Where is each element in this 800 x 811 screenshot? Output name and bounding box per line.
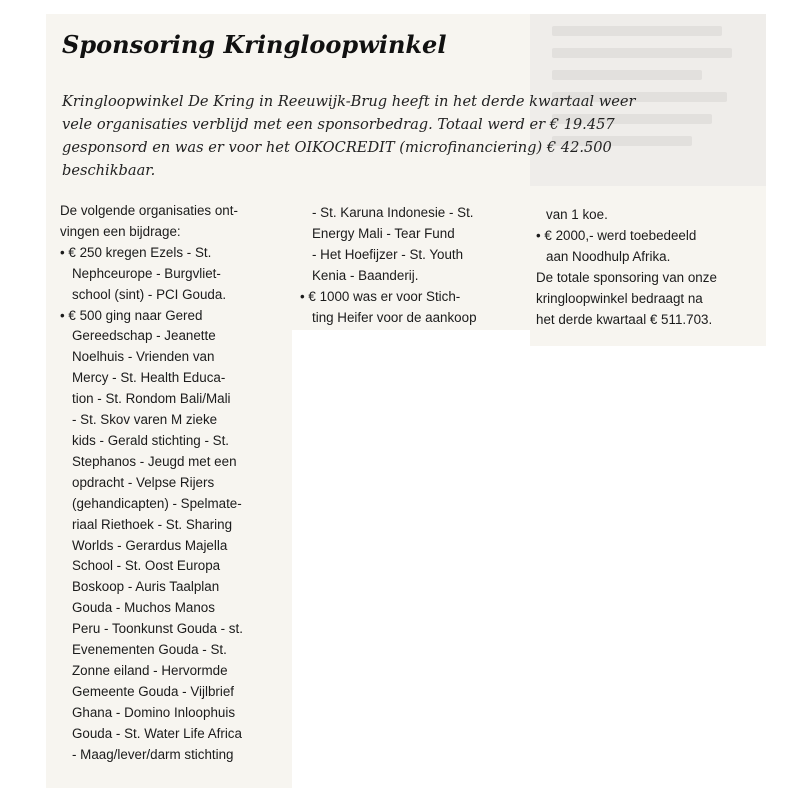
column-line: kids - Gerald stichting - St. (72, 432, 230, 448)
article-title: Sponsoring Kringloopwinkel (62, 30, 447, 59)
column-line: school (sint) - PCI Gouda. (72, 286, 227, 302)
intro-line: Kringloopwinkel De Kring in Reeuwijk-Brug heeft in het derde kwartaal weer (62, 93, 636, 110)
text-column-3 (536, 205, 764, 330)
blank-area-right (530, 346, 766, 788)
blank-area-middle (292, 330, 530, 788)
column-line: • € 2000,- werd toebedeeld (536, 227, 697, 243)
column-line: Peru - Toonkunst Gouda - st. (72, 621, 243, 637)
column-line: Boskoop - Auris Taalplan (72, 579, 220, 595)
column-line: vingen een bijdrage: (60, 223, 181, 239)
article-intro (62, 90, 742, 182)
column-line: Worlds - Gerardus Majella (72, 537, 228, 553)
column-line: Energy Mali - Tear Fund (312, 225, 455, 241)
column-line: het derde kwartaal € 511.703. (536, 311, 713, 327)
column-line: - Het Hoefijzer - St. Youth (312, 246, 464, 262)
intro-line: gesponsord en was er voor het OIKOCREDIT (microfinanciering) € 42.500 (62, 139, 612, 156)
column-line: Gouda - Muchos Manos (72, 600, 215, 616)
intro-line: vele organisaties verblijd met een sponsorbedrag. Totaal werd er € 19.457 (62, 116, 615, 133)
column-line: Evenementen Gouda - St. (72, 642, 227, 658)
column-line: kringloopwinkel bedraagt na (536, 290, 703, 306)
column-line: van 1 koe. (546, 207, 608, 222)
column-line: (gehandicapten) - Spelmate- (72, 495, 242, 511)
column-line: Gemeente Gouda - Vijlbrief (72, 683, 235, 699)
column-line: Noelhuis - Vrienden van (72, 349, 215, 365)
column-line: Gouda - St. Water Life Africa (72, 725, 242, 741)
column-line: Ghana - Domino Inloophuis (72, 704, 236, 720)
column-line: Kenia - Baanderij. (312, 267, 419, 283)
column-line: • € 250 kregen Ezels - St. (60, 244, 212, 260)
column-line: tion - St. Rondom Bali/Mali (72, 391, 231, 407)
column-line: - St. Karuna Indonesie - St. (312, 205, 474, 220)
column-line: Gereedschap - Jeanette (72, 328, 216, 344)
column-line: • € 500 ging naar Gered (60, 307, 203, 323)
column-line: School - St. Oost Europa (72, 558, 221, 574)
column-line: Mercy - St. Health Educa- (72, 370, 226, 386)
column-line: - Maag/lever/darm stichting (72, 746, 234, 762)
column-line: Nephceurope - Burgvliet- (72, 265, 221, 281)
text-column-2 (300, 203, 526, 328)
column-line: aan Noodhulp Afrika. (546, 248, 671, 264)
column-line: Stephanos - Jeugd met een (72, 453, 237, 469)
column-line: opdracht - Velpse Rijers (72, 474, 215, 490)
column-line: riaal Riethoek - St. Sharing (72, 516, 233, 532)
column-line: De volgende organisaties ont- (60, 203, 238, 218)
intro-line: beschikbaar. (62, 162, 156, 179)
column-line: ting Heifer voor de aankoop (312, 309, 477, 325)
column-line: - St. Skov varen M zieke (72, 412, 218, 428)
column-line: Zonne eiland - Hervormde (72, 662, 228, 678)
column-line: De totale sponsoring van onze (536, 269, 717, 285)
text-column-1 (60, 201, 288, 765)
column-line: • € 1000 was er voor Stich- (300, 288, 461, 304)
